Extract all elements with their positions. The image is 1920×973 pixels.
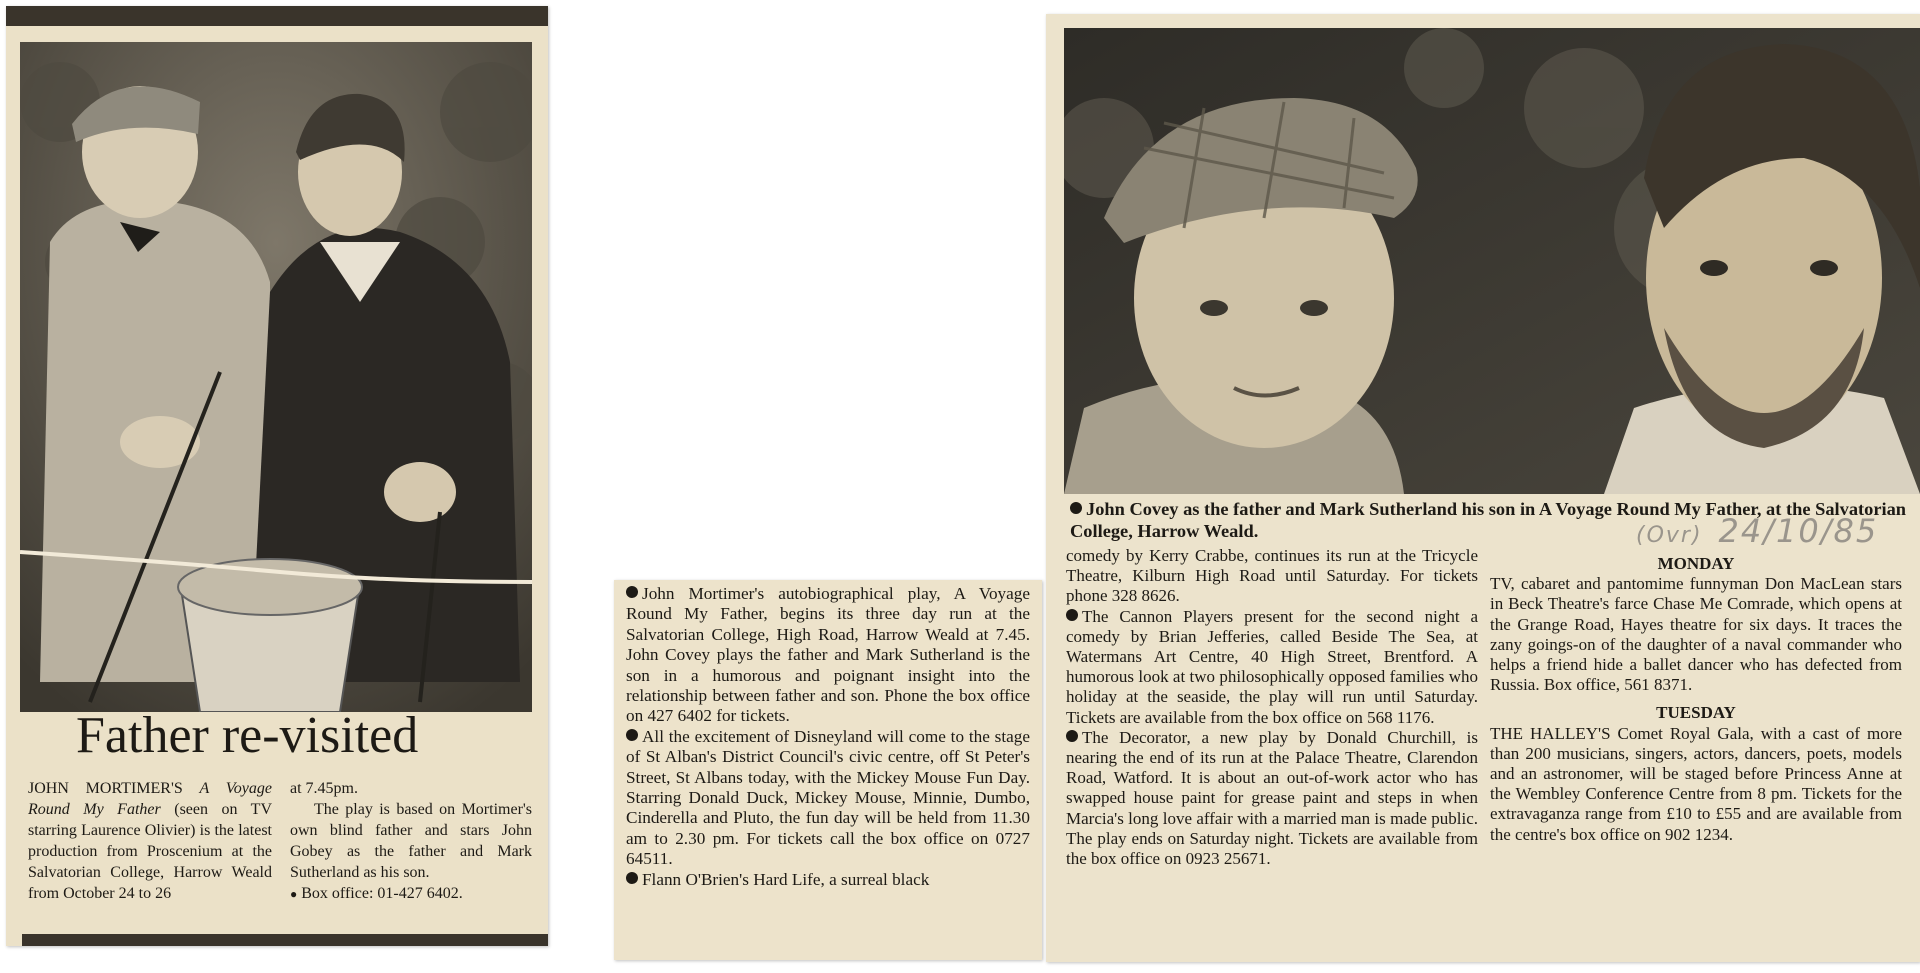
handwritten-note: 24/10/85: [1718, 512, 1879, 550]
clipping-middle: [614, 580, 1042, 960]
right-text-column-2: [1490, 554, 1902, 845]
photo-illustration: [20, 42, 532, 712]
body-column-2: [290, 778, 532, 905]
bullet-icon: [1066, 609, 1078, 621]
portrait-illustration: [1064, 28, 1920, 494]
list-item: John Mortimer's autobiographical play, A Voyage Round My Father, begins its three day run at the Salvatorian College, High Road, Harrow Weald at 7.45. John Covey plays the father and Mark Sutherland is the son in a humorous and poignant insight into the relationship between father and son. Phone the box office on 427 6402 for tickets.: [626, 584, 1030, 726]
body-title-italic: A Voyage Round My Father: [28, 780, 273, 818]
bottom-rule: [22, 934, 548, 946]
bullet-icon: [626, 729, 638, 741]
tuesday-heading: TUESDAY: [1656, 703, 1736, 723]
top-rule: [6, 6, 548, 26]
bullet-icon: [626, 586, 638, 598]
tuesday-text: THE HALLEY'S Comet Royal Gala, with a cast of more than 200 musicians, singers, actors, dancers, poets, models and an astronomer, will be staged before Princess Anne at the Wembley Conference Centre from 8 pm. Tickets for the extravaganza range from £10 to £55 and are available from the centre's box office on 902 1234.: [1490, 723, 1902, 844]
body-col1-rest: (seen on TV starring Laurence Olivier) is the latest production from Proscenium at the Salvatorian College, Harrow Weald from October 24 to 26: [28, 801, 273, 902]
body-column-1: [28, 778, 272, 904]
bullet-icon: ●: [290, 887, 298, 901]
list-item: The Decorator, a new play by Donald Churchill, is nearing the end of its run at the Palace Theatre, Clarendon Road, Watford. It is about an out-of-work actor who has swapped house paint for grease paint and steps in when Marcia's long love affair with a married man is made public. The play ends on Saturday night. Tickets are available from the box office on 0923 25671.: [1066, 727, 1478, 869]
photo-father-and-son-fishing: [20, 42, 532, 712]
continuation-text: comedy by Kerry Crabbe, continues its run at the Tricycle Theatre, Kilburn High Road until Saturday. For tickets phone 328 8626.: [1066, 546, 1478, 606]
body-time: at 7.45pm.: [290, 780, 358, 797]
list-item: The Cannon Players present for the second night a comedy by Brian Jefferies, called Beside The Sea, at Watermans Art Centre, 40 High Street, Brentford. A humorous look at two philosophically opposed families who holiday at the seaside, the play will run until Saturday. Tickets are available from the box office on 568 1176.: [1066, 606, 1478, 727]
box-office-line: [290, 883, 532, 905]
bullet-icon: [1066, 730, 1078, 742]
handwritten-date: [1636, 512, 1878, 550]
bullet-icon: [626, 872, 638, 884]
body-paragraph: The play is based on Mortimer's own blind father and stars John Gobey as the father and Mark Sutherland as his son.: [290, 801, 532, 881]
bullet-icon: [1070, 502, 1082, 514]
handwritten-prefix: (Ovr): [1636, 523, 1703, 548]
middle-text-column: [626, 584, 1030, 890]
headline: Father re-visited: [76, 707, 419, 764]
clipping-right: [1046, 14, 1920, 962]
right-text-column-1: [1066, 546, 1478, 869]
box-office-text: Box office: 01-427 6402.: [301, 885, 463, 902]
list-item: All the excitement of Disneyland will come to the stage of St Alban's District Council's civic centre, off St Peter's Street, St Albans today, with the Mickey Mouse Fun Day. Starring Donald Duck, Mickey Mouse, Minnie, Dumbo, Cinderella and Pluto, the fun day will be held from 11.30 am to 2.30 pm. For tickets call the box office on 0727 64511.: [626, 726, 1030, 869]
body-lead-caps: JOHN MORTIMER'S: [28, 780, 183, 797]
photo-caption: John Covey as the father and Mark Sutherland his son in A Voyage Round My Father, at the Salvatorian College, Harrow Weald.: [1070, 499, 1907, 541]
monday-heading: MONDAY: [1657, 554, 1735, 573]
monday-text: TV, cabaret and pantomime funnyman Don MacLean stars in Beck Theatre's farce Chase Me Comrade, which opens at the Grange Road, Hayes theatre for six days. It traces the zany goings-on of the daughter of a naval commander who helps a friend hide a ballet dancer who has defected from Russia. Box office, 561 8371.: [1490, 574, 1902, 695]
photo-portrait-father-and-son: [1064, 28, 1920, 494]
clipping-left: [6, 6, 548, 946]
list-item: Flann O'Brien's Hard Life, a surreal black: [626, 870, 1030, 890]
